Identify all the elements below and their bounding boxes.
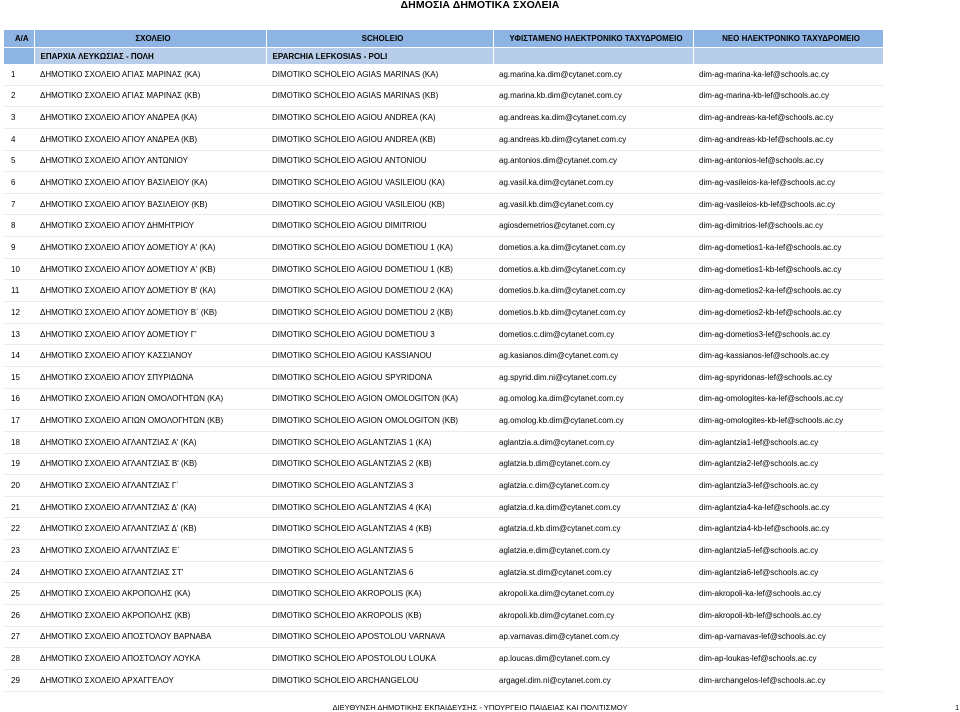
- cell-school-latin: DIMOTIKO SCHOLEIO AGIOU DOMETIOU 3: [266, 323, 493, 345]
- cell-number: 6: [4, 172, 34, 194]
- table-row: [4, 626, 883, 648]
- table-row: [4, 388, 883, 410]
- cell-email-old: ag.omolog.ka.dim@cytanet.com.cy: [493, 388, 693, 410]
- cell-number: 26: [4, 605, 34, 627]
- cell-school-greek: ΔΗΜΟΤΙΚΟ ΣΧΟΛΕΙΟ ΑΓΙΟΥ ΔΟΜΕΤΙΟΥ Α' (ΚΒ): [34, 258, 266, 280]
- cell-email-old: ag.antonios.dim@cytanet.com.cy: [493, 150, 693, 172]
- cell-email-new: dim-ag-andreas-ka-lef@schools.ac.cy: [693, 107, 883, 129]
- cell-number: 11: [4, 280, 34, 302]
- cell-email-old: aglatzia.e.dim@cytanet.com.cy: [493, 540, 693, 562]
- table-row: [4, 107, 883, 129]
- table-row: [4, 496, 883, 518]
- cell-number: 22: [4, 518, 34, 540]
- cell-number: 25: [4, 583, 34, 605]
- cell-email-old: akropoli.kb.dim@cytanet.com.cy: [493, 605, 693, 627]
- cell-number: 18: [4, 431, 34, 453]
- cell-number: 14: [4, 345, 34, 367]
- table-row: [4, 648, 883, 670]
- table-row: [4, 280, 883, 302]
- cell-school-greek: ΔΗΜΟΤΙΚΟ ΣΧΟΛΕΙΟ ΑΓΛΑΝΤΖΙΑΣ Δ' (ΚΑ): [34, 496, 266, 518]
- cell-school-latin: DIMOTIKO SCHOLEIO AGLANTZIAS 1 (KA): [266, 431, 493, 453]
- cell-school-latin: DIMOTIKO SCHOLEIO AGION OMOLOGITON (KB): [266, 410, 493, 432]
- district-blank-1: [493, 48, 693, 65]
- district-greek: ΕΠΑΡΧΙΑ ΛΕΥΚΩΣΙΑΣ - ΠΟΛΗ: [34, 48, 266, 65]
- cell-number: 29: [4, 669, 34, 691]
- cell-number: 1: [4, 64, 34, 85]
- table-row: [4, 215, 883, 237]
- column-header-email-new: ΝΕΟ ΗΛΕΚΤΡΟΝΙΚΟ ΤΑΧΥΔΡΟΜΕΙΟ: [693, 30, 883, 48]
- cell-school-latin: DIMOTIKO SCHOLEIO AGLANTZIAS 6: [266, 561, 493, 583]
- cell-school-greek: ΔΗΜΟΤΙΚΟ ΣΧΟΛΕΙΟ ΑΓΙΟΥ ΔΟΜΕΤΙΟΥ Β΄ (ΚΒ): [34, 302, 266, 324]
- cell-email-new: dim-aglantzia4-ka-lef@schools.ac.cy: [693, 496, 883, 518]
- cell-number: 27: [4, 626, 34, 648]
- cell-number: 12: [4, 302, 34, 324]
- cell-school-greek: ΔΗΜΟΤΙΚΟ ΣΧΟΛΕΙΟ ΑΓΙΟΥ ΔΗΜΗΤΡΙΟΥ: [34, 215, 266, 237]
- cell-email-new: dim-ag-spyridonas-lef@schools.ac.cy: [693, 366, 883, 388]
- cell-number: 28: [4, 648, 34, 670]
- cell-email-new: dim-akropoli-ka-lef@schools.ac.cy: [693, 583, 883, 605]
- cell-school-latin: DIMOTIKO SCHOLEIO AGIOU ANDREA (KB): [266, 128, 493, 150]
- cell-school-greek: ΔΗΜΟΤΙΚΟ ΣΧΟΛΕΙΟ ΑΓΙΟΥ ΣΠΥΡΙΔΩΝΑ: [34, 366, 266, 388]
- cell-email-new: dim-ag-dometios1-kb-lef@schools.ac.cy: [693, 258, 883, 280]
- district-header-row: [4, 48, 883, 65]
- cell-number: 3: [4, 107, 34, 129]
- cell-number: 17: [4, 410, 34, 432]
- cell-number: 20: [4, 475, 34, 497]
- cell-school-greek: ΔΗΜΟΤΙΚΟ ΣΧΟΛΕΙΟ ΑΠΟΣΤΟΛΟΥ ΛΟΥΚΑ: [34, 648, 266, 670]
- cell-number: 2: [4, 85, 34, 107]
- cell-email-old: aglatzia.b.dim@cytanet.com.cy: [493, 453, 693, 475]
- cell-school-latin: DIMOTIKO SCHOLEIO AGIOU DIMITRIOU: [266, 215, 493, 237]
- cell-email-old: ag.marina.ka.dim@cytanet.com.cy: [493, 64, 693, 85]
- cell-school-latin: DIMOTIKO SCHOLEIO AGIOU DOMETIOU 1 (KA): [266, 237, 493, 259]
- cell-school-latin: DIMOTIKO SCHOLEIO AGLANTZIAS 3: [266, 475, 493, 497]
- table-row: [4, 345, 883, 367]
- cell-number: 23: [4, 540, 34, 562]
- table-row: [4, 431, 883, 453]
- page-title: ΔΗΜΟΣΙΑ ΔΗΜΟΤΙΚΑ ΣΧΟΛΕΙΑ: [400, 0, 560, 11]
- cell-school-greek: ΔΗΜΟΤΙΚΟ ΣΧΟΛΕΙΟ ΑΓΙΟΥ ΔΟΜΕΤΙΟΥ Γ': [34, 323, 266, 345]
- cell-school-latin: DIMOTIKO SCHOLEIO AGIOU SPYRIDONA: [266, 366, 493, 388]
- table-body: [4, 64, 883, 691]
- cell-school-greek: ΔΗΜΟΤΙΚΟ ΣΧΟΛΕΙΟ ΑΓΙΟΥ ΑΝΔΡΕΑ (ΚΑ): [34, 107, 266, 129]
- cell-email-new: dim-ag-marina-ka-lef@schools.ac.cy: [693, 64, 883, 85]
- cell-school-greek: ΔΗΜΟΤΙΚΟ ΣΧΟΛΕΙΟ ΑΓΙΩΝ ΟΜΟΛΟΓΗΤΩΝ (ΚΒ): [34, 410, 266, 432]
- cell-school-latin: DIMOTIKO SCHOLEIO AGIOU ANDREA (KA): [266, 107, 493, 129]
- cell-email-new: dim-ag-andreas-kb-lef@schools.ac.cy: [693, 128, 883, 150]
- cell-email-new: dim-ag-vasileios-ka-lef@schools.ac.cy: [693, 172, 883, 194]
- cell-school-latin: DIMOTIKO SCHOLEIO APOSTOLOU LOUKA: [266, 648, 493, 670]
- cell-email-new: dim-ag-omologites-kb-lef@schools.ac.cy: [693, 410, 883, 432]
- cell-number: 4: [4, 128, 34, 150]
- cell-email-new: dim-aglantzia1-lef@schools.ac.cy: [693, 431, 883, 453]
- schools-table: [4, 30, 884, 692]
- table-row: [4, 150, 883, 172]
- cell-email-new: dim-ag-omologites-ka-lef@schools.ac.cy: [693, 388, 883, 410]
- table-row: [4, 669, 883, 691]
- cell-email-new: dim-ag-dimitrios-lef@schools.ac.cy: [693, 215, 883, 237]
- table-row: [4, 453, 883, 475]
- cell-school-latin: DIMOTIKO SCHOLEIO AGIOU ANTONIOU: [266, 150, 493, 172]
- column-header-email-old: ΥΦΙΣΤΑΜΕΝΟ ΗΛΕΚΤΡΟΝΙΚΟ ΤΑΧΥΔΡΟΜΕΙΟ: [493, 30, 693, 48]
- cell-school-latin: DIMOTIKO SCHOLEIO AGIAS MARINAS (KB): [266, 85, 493, 107]
- table-row: [4, 605, 883, 627]
- cell-email-new: dim-ag-dometios2-kb-lef@schools.ac.cy: [693, 302, 883, 324]
- cell-school-greek: ΔΗΜΟΤΙΚΟ ΣΧΟΛΕΙΟ ΑΓΙΟΥ ΚΑΣΣΙΑΝΟΥ: [34, 345, 266, 367]
- table-row: [4, 302, 883, 324]
- district-num-cell: [4, 48, 34, 65]
- column-header-school: ΣΧΟΛΕΙΟ: [34, 30, 266, 48]
- cell-number: 24: [4, 561, 34, 583]
- cell-number: 10: [4, 258, 34, 280]
- cell-number: 15: [4, 366, 34, 388]
- cell-email-new: dim-aglantzia2-lef@schools.ac.cy: [693, 453, 883, 475]
- column-header-row: [4, 30, 883, 48]
- footer-text: ΔΙΕΥΘΥΝΣΗ ΔΗΜΟΤΙΚΗΣ ΕΚΠΑΙΔΕΥΣΗΣ - ΥΠΟΥΡΓΕΙΟ ΠΑΙΔΕΙΑΣ ΚΑΙ ΠΟΛΙΤΙΣΜΟΥ: [332, 703, 628, 712]
- cell-email-old: aglantzia.a.dim@cytanet.com.cy: [493, 431, 693, 453]
- cell-email-old: agiosdemetrios@cytanet.com.cy: [493, 215, 693, 237]
- table-row: [4, 128, 883, 150]
- cell-school-greek: ΔΗΜΟΤΙΚΟ ΣΧΟΛΕΙΟ ΑΓΛΑΝΤΖΙΑΣ ΣΤ': [34, 561, 266, 583]
- cell-school-greek: ΔΗΜΟΤΙΚΟ ΣΧΟΛΕΙΟ ΑΓΛΑΝΤΖΙΑΣ Ε΄: [34, 540, 266, 562]
- cell-email-old: dometios.b.kb.dim@cytanet.com.cy: [493, 302, 693, 324]
- table-row: [4, 193, 883, 215]
- cell-school-latin: DIMOTIKO SCHOLEIO AGIAS MARINAS (KA): [266, 64, 493, 85]
- cell-email-new: dim-ap-varnavas-lef@schools.ac.cy: [693, 626, 883, 648]
- cell-email-old: aglatzia.st.dim@cytanet.com.cy: [493, 561, 693, 583]
- district-latin: EPARCHIA LEFKOSIAS - POLI: [266, 48, 493, 65]
- column-header-scholeio: SCHOLEIO: [266, 30, 493, 48]
- cell-school-greek: ΔΗΜΟΤΙΚΟ ΣΧΟΛΕΙΟ ΑΓΙΑΣ ΜΑΡΙΝΑΣ (ΚΑ): [34, 64, 266, 85]
- cell-number: 13: [4, 323, 34, 345]
- cell-email-new: dim-ag-dometios1-ka-lef@schools.ac.cy: [693, 237, 883, 259]
- cell-school-latin: DIMOTIKO SCHOLEIO AKROPOLIS (KB): [266, 605, 493, 627]
- page-number: 1: [955, 703, 960, 712]
- cell-school-latin: DIMOTIKO SCHOLEIO AGIOU VASILEIOU (KA): [266, 172, 493, 194]
- cell-school-latin: DIMOTIKO SCHOLEIO AKROPOLIS (KA): [266, 583, 493, 605]
- cell-email-old: ag.andreas.kb.dim@cytanet.com.cy: [493, 128, 693, 150]
- table-row: [4, 518, 883, 540]
- table-row: [4, 410, 883, 432]
- cell-email-old: ag.vasil.ka.dim@cytanet.com.cy: [493, 172, 693, 194]
- cell-school-latin: DIMOTIKO SCHOLEIO AGION OMOLOGITON (KA): [266, 388, 493, 410]
- cell-school-latin: DIMOTIKO SCHOLEIO APOSTOLOU VARNAVA: [266, 626, 493, 648]
- cell-school-greek: ΔΗΜΟΤΙΚΟ ΣΧΟΛΕΙΟ ΑΓΙΟΥ ΒΑΣΙΛΕΙΟΥ (ΚΑ): [34, 172, 266, 194]
- cell-email-old: ag.vasil.kb.dim@cytanet.com.cy: [493, 193, 693, 215]
- cell-email-new: dim-aglantzia4-kb-lef@schools.ac.cy: [693, 518, 883, 540]
- cell-school-latin: DIMOTIKO SCHOLEIO AGIOU DOMETIOU 2 (KA): [266, 280, 493, 302]
- cell-school-latin: DIMOTIKO SCHOLEIO AGLANTZIAS 4 (KB): [266, 518, 493, 540]
- cell-email-old: ap.loucas.dim@cytanet.com.cy: [493, 648, 693, 670]
- cell-email-old: aglatzia.d.ka.dim@cytanet.com.cy: [493, 496, 693, 518]
- cell-school-greek: ΔΗΜΟΤΙΚΟ ΣΧΟΛΕΙΟ ΑΠΟΣΤΟΛΟΥ ΒΑΡΝΑΒΑ: [34, 626, 266, 648]
- cell-number: 16: [4, 388, 34, 410]
- cell-email-old: dometios.b.ka.dim@cytanet.com.cy: [493, 280, 693, 302]
- table-row: [4, 172, 883, 194]
- cell-school-latin: DIMOTIKO SCHOLEIO AGIOU KASSIANOU: [266, 345, 493, 367]
- table-row: [4, 258, 883, 280]
- cell-email-new: dim-ag-marina-kb-lef@schools.ac.cy: [693, 85, 883, 107]
- cell-school-latin: DIMOTIKO SCHOLEIO AGLANTZIAS 5: [266, 540, 493, 562]
- cell-school-greek: ΔΗΜΟΤΙΚΟ ΣΧΟΛΕΙΟ ΑΚΡΟΠΟΛΗΣ (ΚΒ): [34, 605, 266, 627]
- cell-email-new: dim-akropoli-kb-lef@schools.ac.cy: [693, 605, 883, 627]
- cell-number: 9: [4, 237, 34, 259]
- cell-school-greek: ΔΗΜΟΤΙΚΟ ΣΧΟΛΕΙΟ ΑΓΙΟΥ ΑΝΔΡΕΑ (ΚΒ): [34, 128, 266, 150]
- cell-email-old: dometios.a.ka.dim@cytanet.com.cy: [493, 237, 693, 259]
- table-row: [4, 323, 883, 345]
- cell-email-old: akropoli.ka.dim@cytanet.com.cy: [493, 583, 693, 605]
- cell-school-latin: DIMOTIKO SCHOLEIO AGIOU VASILEIOU (KB): [266, 193, 493, 215]
- cell-school-greek: ΔΗΜΟΤΙΚΟ ΣΧΟΛΕΙΟ ΑΓΙΟΥ ΒΑΣΙΛΕΙΟΥ (ΚΒ): [34, 193, 266, 215]
- cell-school-greek: ΔΗΜΟΤΙΚΟ ΣΧΟΛΕΙΟ ΑΓΛΑΝΤΖΙΑΣ Α' (ΚΑ): [34, 431, 266, 453]
- cell-number: 21: [4, 496, 34, 518]
- cell-email-new: dim-archangelos-lef@schools.ac.cy: [693, 669, 883, 691]
- cell-email-old: aglatzia.d.kb.dim@cytanet.com.cy: [493, 518, 693, 540]
- cell-email-old: ap.varnavas.dim@cytanet.com.cy: [493, 626, 693, 648]
- cell-school-greek: ΔΗΜΟΤΙΚΟ ΣΧΟΛΕΙΟ ΑΓΛΑΝΤΖΙΑΣ Β' (ΚΒ): [34, 453, 266, 475]
- cell-email-new: dim-ag-kassianos-lef@schools.ac.cy: [693, 345, 883, 367]
- cell-school-greek: ΔΗΜΟΤΙΚΟ ΣΧΟΛΕΙΟ ΑΓΙΟΥ ΑΝΤΩΝΙΟΥ: [34, 150, 266, 172]
- cell-number: 19: [4, 453, 34, 475]
- cell-school-greek: ΔΗΜΟΤΙΚΟ ΣΧΟΛΕΙΟ ΑΓΙΩΝ ΟΜΟΛΟΓΗΤΩΝ (ΚΑ): [34, 388, 266, 410]
- cell-school-greek: ΔΗΜΟΤΙΚΟ ΣΧΟΛΕΙΟ ΑΚΡΟΠΟΛΗΣ (ΚΑ): [34, 583, 266, 605]
- cell-email-old: dometios.a.kb.dim@cytanet.com.cy: [493, 258, 693, 280]
- cell-school-greek: ΔΗΜΟΤΙΚΟ ΣΧΟΛΕΙΟ ΑΓΙΟΥ ΔΟΜΕΤΙΟΥ Α' (ΚΑ): [34, 237, 266, 259]
- cell-school-greek: ΔΗΜΟΤΙΚΟ ΣΧΟΛΕΙΟ ΑΓΙΟΥ ΔΟΜΕΤΙΟΥ Β' (ΚΑ): [34, 280, 266, 302]
- cell-school-latin: DIMOTIKO SCHOLEIO AGIOU DOMETIOU 1 (KB): [266, 258, 493, 280]
- cell-school-latin: DIMOTIKO SCHOLEIO ARCHANGELOU: [266, 669, 493, 691]
- cell-email-new: dim-ag-vasileios-kb-lef@schools.ac.cy: [693, 193, 883, 215]
- cell-email-new: dim-ap-loukas-lef@schools.ac.cy: [693, 648, 883, 670]
- cell-number: 7: [4, 193, 34, 215]
- cell-email-new: dim-ag-dometios2-ka-lef@schools.ac.cy: [693, 280, 883, 302]
- cell-email-old: aglatzia.c.dim@cytanet.com.cy: [493, 475, 693, 497]
- cell-school-greek: ΔΗΜΟΤΙΚΟ ΣΧΟΛΕΙΟ ΑΓΛΑΝΤΖΙΑΣ Γ΄: [34, 475, 266, 497]
- cell-school-latin: DIMOTIKO SCHOLEIO AGLANTZIAS 4 (KA): [266, 496, 493, 518]
- cell-school-greek: ΔΗΜΟΤΙΚΟ ΣΧΟΛΕΙΟ ΑΓΛΑΝΤΖΙΑΣ Δ' (ΚΒ): [34, 518, 266, 540]
- cell-email-old: ag.andreas.ka.dim@cytanet.com.cy: [493, 107, 693, 129]
- table-row: [4, 85, 883, 107]
- cell-email-new: dim-aglantzia6-lef@schools.ac.cy: [693, 561, 883, 583]
- cell-email-old: ag.spyrid.dim.ni@cytanet.com.cy: [493, 366, 693, 388]
- cell-email-old: dometios.c.dim@cytanet.com.cy: [493, 323, 693, 345]
- cell-email-old: argagel.dim.ni@cytanet.com.cy: [493, 669, 693, 691]
- table-row: [4, 237, 883, 259]
- cell-school-greek: ΔΗΜΟΤΙΚΟ ΣΧΟΛΕΙΟ ΑΡΧΑΓΓΕΛΟΥ: [34, 669, 266, 691]
- cell-email-new: dim-ag-antonios-lef@schools.ac.cy: [693, 150, 883, 172]
- cell-email-new: dim-aglantzia5-lef@schools.ac.cy: [693, 540, 883, 562]
- table-row: [4, 366, 883, 388]
- cell-number: 8: [4, 215, 34, 237]
- cell-school-latin: DIMOTIKO SCHOLEIO AGIOU DOMETIOU 2 (KB): [266, 302, 493, 324]
- district-blank-2: [693, 48, 883, 65]
- cell-email-old: ag.kasianos.dim@cytanet.com.cy: [493, 345, 693, 367]
- table-row: [4, 475, 883, 497]
- cell-school-greek: ΔΗΜΟΤΙΚΟ ΣΧΟΛΕΙΟ ΑΓΙΑΣ ΜΑΡΙΝΑΣ (ΚΒ): [34, 85, 266, 107]
- cell-school-latin: DIMOTIKO SCHOLEIO AGLANTZIAS 2 (KB): [266, 453, 493, 475]
- table-row: [4, 540, 883, 562]
- column-header-num: Α/Α: [4, 30, 34, 48]
- cell-email-old: ag.omolog.kb.dim@cytanet.com.cy: [493, 410, 693, 432]
- table-row: [4, 583, 883, 605]
- table-row: [4, 561, 883, 583]
- cell-email-new: dim-aglantzia3-lef@schools.ac.cy: [693, 475, 883, 497]
- cell-email-new: dim-ag-dometios3-lef@schools.ac.cy: [693, 323, 883, 345]
- cell-email-old: ag.marina.kb.dim@cytanet.com.cy: [493, 85, 693, 107]
- table-row: [4, 64, 883, 85]
- cell-number: 5: [4, 150, 34, 172]
